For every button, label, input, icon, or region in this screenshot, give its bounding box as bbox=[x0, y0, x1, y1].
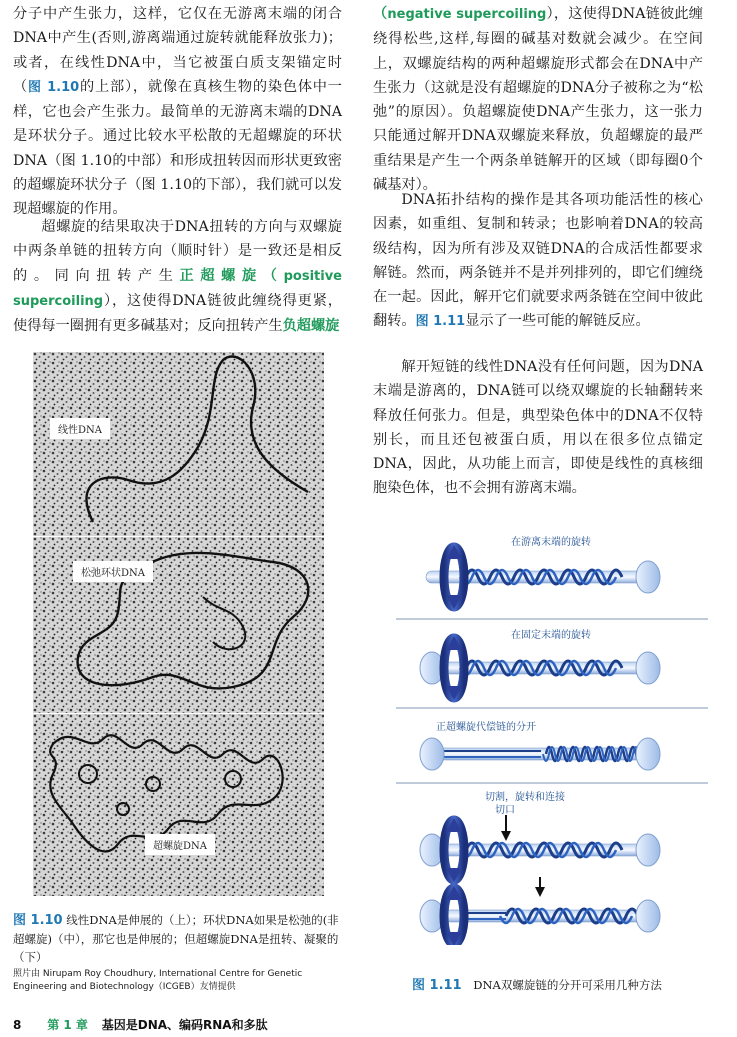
figure-1-11-diagram bbox=[396, 525, 708, 945]
panel-label-supercoiled: 超螺旋DNA bbox=[145, 834, 215, 855]
text-run: ），这使得DNA链彼此缠绕得更紧，使得每一圈拥有更多碱基对；反向扭转产生 bbox=[13, 292, 342, 335]
text-run: 分子中产生张力，这样，它仅在无游离末端的闭合DNA中产生(否则,游离端通过旋转就能释放张力)；或者，在线性DNA中，当它被蛋白质支架锚定时（ bbox=[13, 6, 342, 95]
figure-1-11-caption bbox=[412, 976, 712, 995]
label-fixed-end-rotation: 在固定末端的旋转 bbox=[511, 630, 591, 641]
text-run: 图 1.10 bbox=[28, 79, 80, 95]
label-positive-supercoil-compensation: 正超螺旋代偿链的分开 bbox=[436, 722, 536, 733]
panel-label-relaxed: 松弛环状DNA bbox=[73, 561, 153, 582]
figure-1-10-credit: 照片由 Nirupam Roy Choudhury, International Centre for Genetic Engineering and Biotechnology（ICGEB）友情提供 bbox=[13, 969, 303, 992]
text-run: 超螺旋的结果取决于DNA扭转的方向与双螺旋中两条单链的扭转方向（顺时针）是一致还是相反的。同向扭转产生 bbox=[13, 219, 342, 284]
text-run: negative supercoiling bbox=[387, 7, 547, 22]
figure-1-10-caption-text: 线性DNA是伸展的（上）；环状DNA如果是松弛的(非超螺旋)（中），那它也是伸展的；但超螺旋DNA是扭转、凝聚的（下） bbox=[13, 913, 339, 964]
panel-label-linear: 线性DNA bbox=[50, 418, 110, 439]
micrograph-linear-image bbox=[33, 352, 324, 536]
figure-1-11-caption-label: 图 1.11 bbox=[412, 978, 462, 993]
micrograph-supercoiled-image bbox=[33, 714, 324, 896]
right-paragraph-3 bbox=[373, 355, 703, 501]
right-paragraph-2 bbox=[373, 188, 703, 335]
micrograph-linear-dna bbox=[33, 352, 324, 536]
row-positive-supercoil bbox=[420, 738, 660, 770]
row-free-end bbox=[426, 545, 660, 609]
text-run: positive supercoiling bbox=[13, 268, 342, 309]
row-fixed-end bbox=[420, 636, 660, 700]
label-free-end-rotation: 在游离末端的旋转 bbox=[511, 537, 591, 548]
micrograph-relaxed-circular-dna bbox=[33, 537, 324, 713]
figure-1-10-caption-label: 图 1.10 bbox=[13, 913, 63, 928]
left-paragraph-2 bbox=[13, 215, 342, 338]
page-number: 8 bbox=[13, 1018, 22, 1032]
right-paragraph-1 bbox=[373, 2, 703, 197]
text-run: 负超螺旋 bbox=[282, 318, 340, 335]
chapter-title: 基因是DNA、编码RNA和多肽 bbox=[101, 1018, 268, 1032]
text-run: 的上部），就像在真核生物的染色体中一样，它也会产生张力。最简单的无游离末端的DNA是环状分子。通过比较水平松散的无超螺旋的环状DNA（图 1.10的中部）和形成扭转因而形状更致密的超螺旋环状分子（图 1.10的下部），我们就可以发现超螺旋的作用。 bbox=[13, 78, 342, 218]
text-run: 正超螺旋（ bbox=[179, 267, 284, 284]
page-footer bbox=[13, 1016, 268, 1033]
text-run: （ bbox=[373, 6, 388, 22]
text-run: ），这使得DNA链彼此缠绕得松些,这样,每圈的碱基对数就会减少。在空间上，双螺旋结构的两种超螺旋形式都会在DNA中产生张力（这就是没有超螺旋的DNA分子被称之为“松弛”的原因）。负超螺旋使DNA产生张力，这一张力只能通过解开DNA双螺旋来释放，负超螺旋的最严重结果是产生一个两条单链解开的区域（即每圈0个碱基对）。 bbox=[373, 6, 703, 194]
chapter-label: 第 1 章 bbox=[47, 1018, 88, 1032]
label-nick: 切口 bbox=[495, 805, 515, 816]
text-run: DNA拓扑结构的操作是其各项功能活性的核心因素，如重组、复制和转录；也影响着DNA的较高级结构，因为所有涉及双链DNA的合成活性都要求解链。然而，两条链并不是并列排列的，即它们缠绕在一起。因此，解开它们就要求两条链在空间中彼此翻转。 bbox=[373, 192, 703, 330]
row-nick-rotation bbox=[420, 815, 660, 945]
left-paragraph-1 bbox=[13, 2, 342, 222]
text-run: 显示了一些可能的解链反应。 bbox=[465, 313, 650, 330]
micrograph-supercoiled-dna bbox=[33, 714, 324, 896]
figure-1-11-caption-text: DNA双螺旋链的分开可采用几种方法 bbox=[473, 978, 662, 992]
figure-1-10-caption bbox=[13, 911, 344, 966]
text-run: 解开短链的线性DNA没有任何问题，因为DNA末端是游离的，DNA链可以绕双螺旋的长轴翻转来释放任何张力。但是，典型染色体中的DNA不仅特别长，而且还包被蛋白质，用以在很多位点锚定DNA，因此，从功能上而言，即使是线性的真核细胞染色体，也不会拥有游离末端。 bbox=[373, 359, 703, 497]
label-cut-rotate-ligate: 切割，旋转和连接 bbox=[485, 792, 565, 803]
text-run: 图 1.11 bbox=[415, 314, 466, 330]
